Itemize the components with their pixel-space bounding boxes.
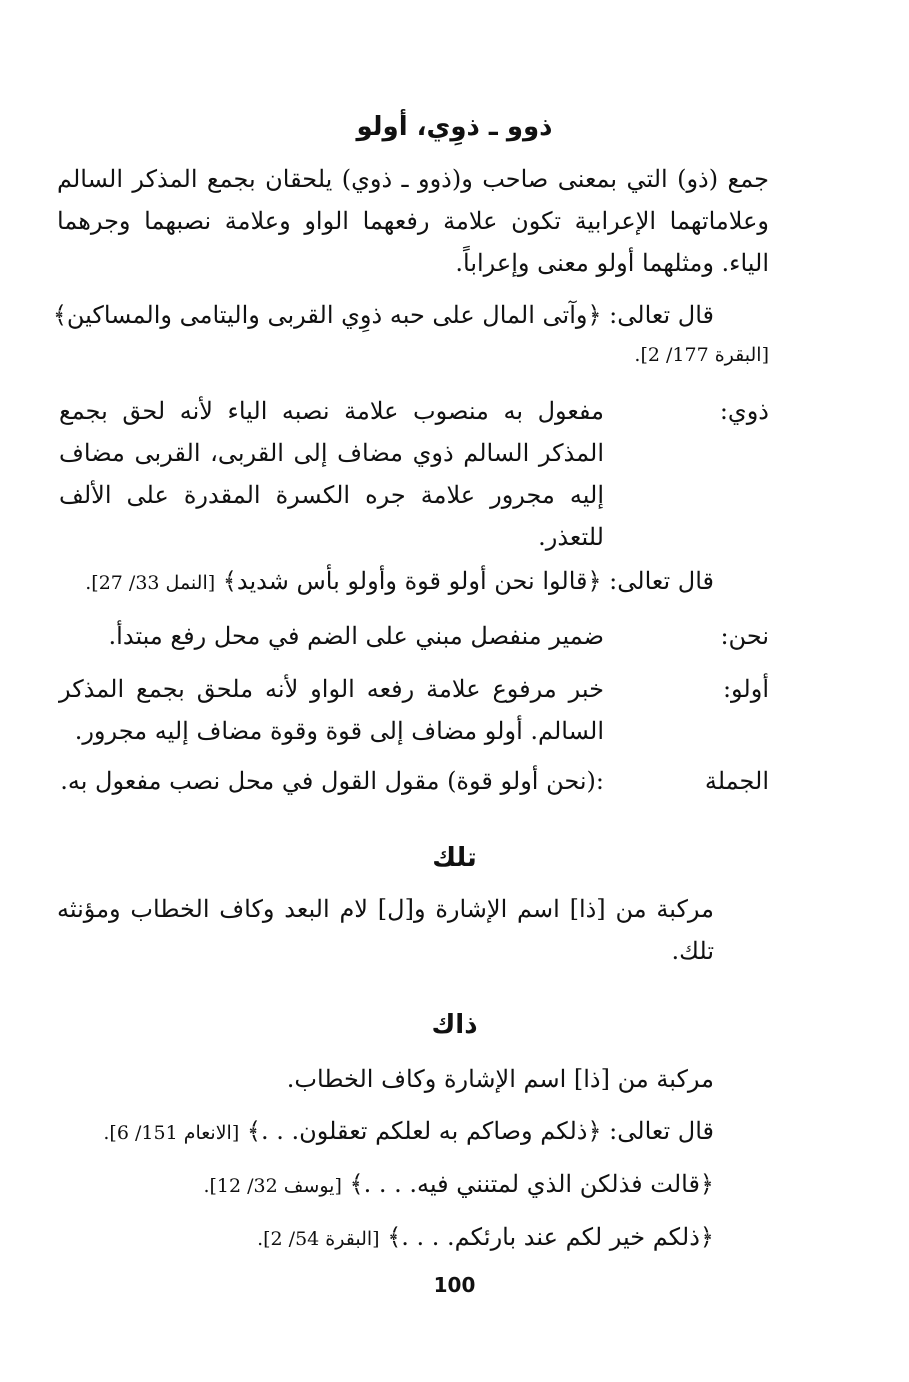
dhaka-quote-1-text: قال تعالى: ﴿ذلكم وصاكم به لعلكم تعقلون. . .﴾ bbox=[246, 1117, 714, 1145]
dhaka-paragraph: مركبة من [ذا] اسم الإشارة وكاف الخطاب. bbox=[286, 1065, 714, 1093]
definition-dhawi: مفعول به منصوب علامة نصبه الياء لأنه لحق بجمع المذكر السالم ذوي مضاف إلى القربى، القربى مضاف إليه مجرور علامة جره الكسرة المقدرة على الألف للتعذر. bbox=[59, 397, 604, 551]
term-jumla: الجملة bbox=[704, 767, 769, 795]
quote-2-line bbox=[85, 560, 714, 604]
tilka-paragraph: مركبة من [ذا] اسم الإشارة و[ل] لام البعد وكاف الخطاب ومؤنثه تلك. bbox=[57, 895, 714, 965]
term-ulu: أولو: bbox=[722, 675, 769, 703]
dhaka-quote-3-text: ﴿ذلكم خير لكم عند بارئكم. . . .﴾ bbox=[387, 1223, 714, 1251]
quote-2-reference: [النمل 33/ 27]. bbox=[85, 572, 216, 594]
quote-1-text: قال تعالى: ﴿وآتى المال على حبه ذوِي القربى واليتامى والمساكين﴾ bbox=[52, 301, 714, 329]
dhaka-quote-1-line bbox=[103, 1110, 714, 1154]
quote-2-text: قال تعالى: ﴿قالوا نحن أولو قوة وأولو بأس شديد﴾ bbox=[222, 567, 714, 595]
section-title-dhawu: ذوو ـ ذوِي، أولو bbox=[356, 112, 553, 142]
page-number: 100 bbox=[433, 1273, 476, 1297]
quote-1-reference: [البقرة 177/ 2]. bbox=[634, 344, 769, 366]
dhaka-quote-3-line bbox=[257, 1216, 714, 1260]
section-title-tilka: تلك bbox=[432, 843, 477, 873]
dhaka-quote-3-reference: [البقرة 54/ 2]. bbox=[257, 1228, 380, 1250]
quote-1-line bbox=[53, 294, 714, 336]
section-title-dhaka: ذاك bbox=[431, 1010, 478, 1040]
dhaka-quote-2-reference: [يوسف 32/ 12]. bbox=[203, 1175, 342, 1197]
term-nahnu: نحن: bbox=[720, 622, 769, 650]
dhaka-quote-2-line bbox=[203, 1163, 714, 1207]
definition-jumla: :(نحن أولو قوة) مقول القول في محل نصب مفعول به. bbox=[60, 767, 604, 795]
definition-ulu: خبر مرفوع علامة رفعه الواو لأنه ملحق بجمع المذكر السالم. أولو مضاف إلى قوة وقوة مضاف إليه مجرور. bbox=[59, 675, 604, 745]
term-dhawi: ذوي: bbox=[719, 397, 769, 425]
dhaka-quote-1-reference: [الانعام 151/ 6]. bbox=[103, 1122, 240, 1144]
definition-nahnu: ضمير منفصل مبني على الضم في محل رفع مبتدأ. bbox=[108, 622, 604, 650]
dhaka-quote-2-text: ﴿قالت فذلكن الذي لمتنني فيه. . . .﴾ bbox=[349, 1170, 714, 1198]
intro-paragraph: جمع (ذو) التي بمعنى صاحب و(ذوو ـ ذوي) يلحقان بجمع المذكر السالم وعلاماتهما الإعرابية تكون علامة رفعهما الواو وعلامة نصبهما وجرهما الياء. ومثلهما أولو معنى وإعراباً. bbox=[57, 165, 769, 277]
